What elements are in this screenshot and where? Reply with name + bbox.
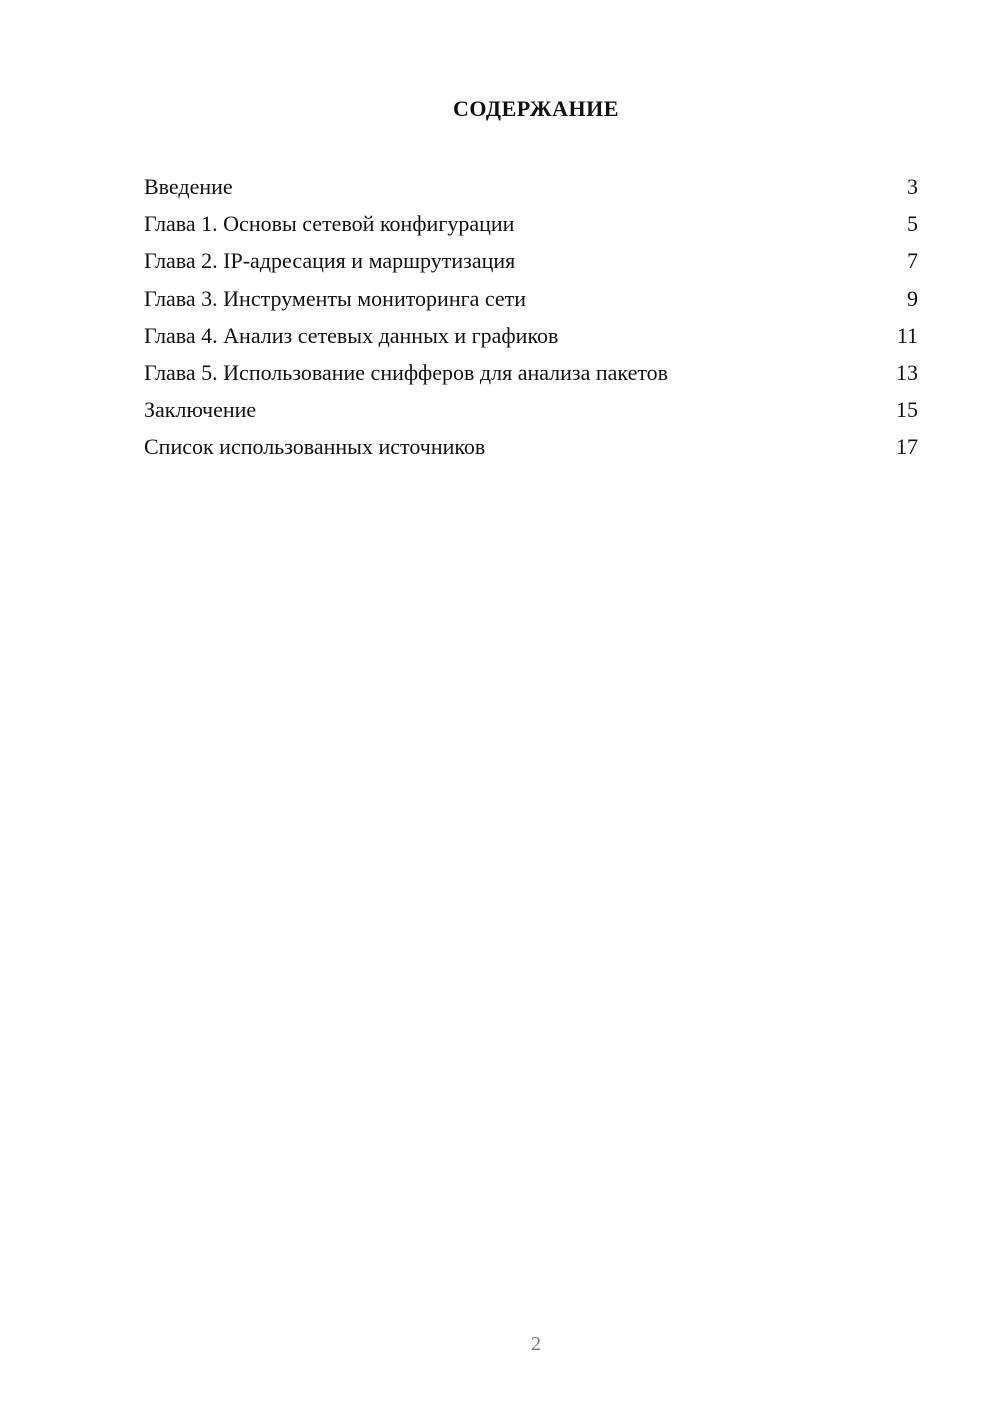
toc-entry-chapter-5 [144, 354, 918, 391]
toc-entry-label: Глава 3. Инструменты мониторинга сети [144, 285, 527, 311]
toc-entry-chapter-4 [144, 317, 918, 354]
toc-entry-chapter-2 [144, 242, 918, 279]
page-title: СОДЕРЖАНИЕ [453, 96, 619, 121]
toc-entry-references [144, 428, 918, 465]
toc-entry-page: 15 [896, 397, 918, 423]
toc-entry-introduction [144, 168, 918, 205]
toc-entry-label: Заключение [144, 397, 257, 423]
toc-entry-label: Глава 4. Анализ сетевых данных и графиков [144, 322, 559, 348]
toc-entry-chapter-1 [144, 205, 918, 242]
toc-entry-label: Глава 5. Использование снифферов для анализа пакетов [144, 359, 669, 385]
toc-entry-label: Список использованных источников [144, 434, 486, 460]
toc-entry-page: 11 [896, 322, 918, 348]
toc-entry-label: Глава 1. Основы сетевой конфигурации [144, 211, 515, 237]
toc-entry-page: 5 [907, 211, 918, 237]
toc-entry-page: 9 [907, 285, 918, 311]
toc-entry-page: 7 [907, 248, 918, 274]
toc-entry-page: 3 [907, 174, 918, 199]
toc-entry-label: Глава 2. IP-адресация и маршрутизация [144, 248, 516, 274]
table-of-contents [144, 168, 918, 466]
toc-entry-page: 17 [896, 434, 918, 460]
toc-entry-conclusion [144, 391, 918, 428]
page-number: 2 [531, 1333, 541, 1355]
toc-entry-label: Введение [144, 174, 233, 199]
toc-entry-chapter-3 [144, 280, 918, 317]
toc-entry-page: 13 [896, 359, 918, 385]
